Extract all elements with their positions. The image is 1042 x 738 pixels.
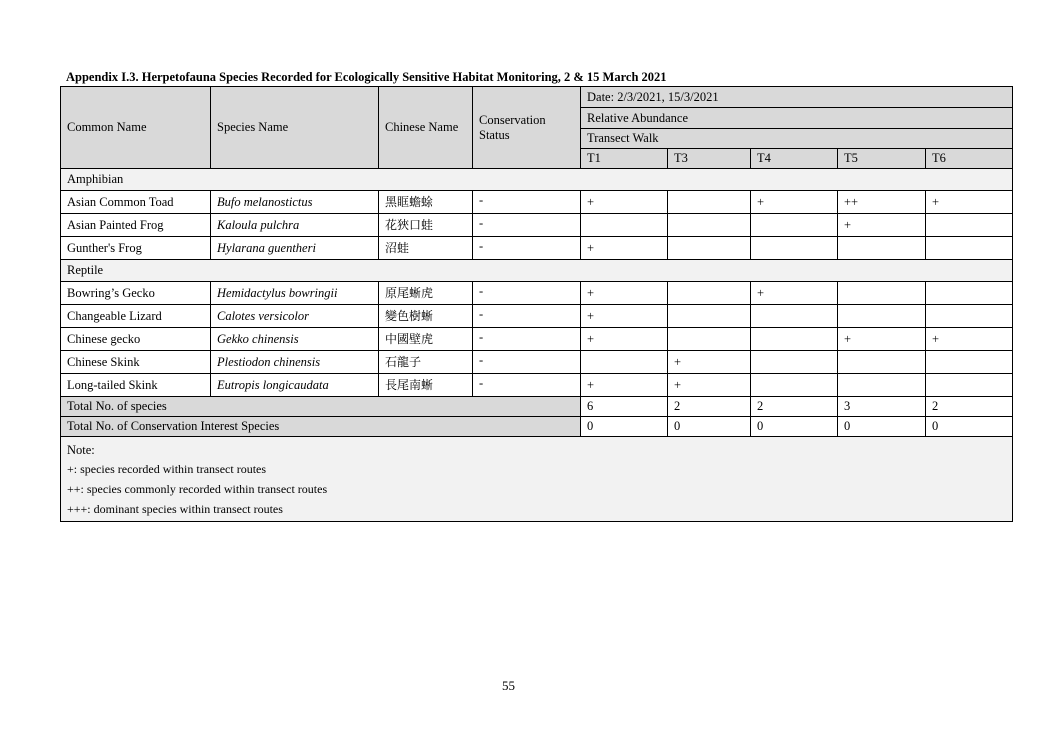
chinese-name-cell: 中國壁虎 — [379, 328, 473, 351]
conservation-status-cell: - — [473, 237, 581, 260]
chinese-name-cell: 沼蛙 — [379, 237, 473, 260]
chinese-name-cell: 長尾南蜥 — [379, 374, 473, 397]
totals-value: 2 — [668, 397, 751, 417]
abundance-cell — [838, 351, 926, 374]
abundance-cell — [838, 237, 926, 260]
species-name-cell: Calotes versicolor — [211, 305, 379, 328]
abundance-cell — [668, 214, 751, 237]
abundance-cell: + — [838, 214, 926, 237]
totals-value: 2 — [751, 397, 838, 417]
chinese-name-cell: 石龍子 — [379, 351, 473, 374]
abundance-cell — [838, 305, 926, 328]
note-line: +++: dominant species within transect routes — [67, 502, 283, 516]
abundance-cell: + — [581, 191, 668, 214]
chinese-name-cell: 花狹口蛙 — [379, 214, 473, 237]
species-name-cell: Eutropis longicaudata — [211, 374, 379, 397]
species-name-cell: Bufo melanostictus — [211, 191, 379, 214]
conservation-status-cell: - — [473, 214, 581, 237]
abundance-cell — [926, 374, 1013, 397]
herpetofauna-table — [60, 86, 1013, 522]
table-row — [61, 191, 1013, 214]
abundance-cell — [838, 282, 926, 305]
header-transect-t4: T4 — [751, 149, 838, 169]
header-transect-t3: T3 — [668, 149, 751, 169]
abundance-cell — [668, 237, 751, 260]
table-row — [61, 282, 1013, 305]
conservation-status-cell: - — [473, 351, 581, 374]
totals-value: 0 — [838, 417, 926, 437]
abundance-cell — [751, 374, 838, 397]
table-row — [61, 214, 1013, 237]
abundance-cell — [668, 305, 751, 328]
notes-cell — [61, 437, 1013, 522]
section-row — [61, 260, 1013, 282]
species-name-cell: Gekko chinensis — [211, 328, 379, 351]
abundance-cell: + — [926, 191, 1013, 214]
header-species-name: Species Name — [211, 87, 379, 169]
species-name-cell: Plestiodon chinensis — [211, 351, 379, 374]
abundance-cell — [926, 282, 1013, 305]
totals-value: 6 — [581, 397, 668, 417]
common-name-cell: Asian Common Toad — [61, 191, 211, 214]
abundance-cell: + — [751, 191, 838, 214]
totals-value: 0 — [926, 417, 1013, 437]
abundance-cell — [926, 214, 1013, 237]
chinese-name-cell: 原尾蜥虎 — [379, 282, 473, 305]
abundance-cell — [668, 191, 751, 214]
conservation-status-cell: - — [473, 191, 581, 214]
chinese-name-cell: 變色樹蜥 — [379, 305, 473, 328]
totals-value: 3 — [838, 397, 926, 417]
header-date: Date: 2/3/2021, 15/3/2021 — [581, 87, 1013, 108]
totals-value: 0 — [581, 417, 668, 437]
header-transect-t6: T6 — [926, 149, 1013, 169]
header-chinese-name: Chinese Name — [379, 87, 473, 169]
abundance-cell — [751, 305, 838, 328]
section-label: Reptile — [61, 260, 1013, 282]
abundance-cell: + — [751, 282, 838, 305]
abundance-cell — [581, 351, 668, 374]
species-name-cell: Hylarana guentheri — [211, 237, 379, 260]
abundance-cell — [926, 305, 1013, 328]
header-transect-t1: T1 — [581, 149, 668, 169]
header-relative-abundance: Relative Abundance — [581, 108, 1013, 129]
table-row — [61, 305, 1013, 328]
abundance-cell: + — [668, 374, 751, 397]
common-name-cell: Bowring’s Gecko — [61, 282, 211, 305]
header-conservation-status: Conservation Status — [473, 87, 581, 169]
common-name-cell: Chinese gecko — [61, 328, 211, 351]
abundance-cell — [926, 351, 1013, 374]
totals-value: 0 — [751, 417, 838, 437]
abundance-cell: + — [581, 282, 668, 305]
header-transect-walk: Transect Walk — [581, 129, 1013, 149]
conservation-status-cell: - — [473, 305, 581, 328]
conservation-status-cell: - — [473, 374, 581, 397]
abundance-cell: + — [581, 328, 668, 351]
totals-row — [61, 417, 1013, 437]
common-name-cell: Changeable Lizard — [61, 305, 211, 328]
table-title: Appendix I.3. Herpetofauna Species Recorded for Ecologically Sensitive Habitat Monitoring, 2 & 15 March 2021 — [66, 70, 667, 84]
abundance-cell — [751, 214, 838, 237]
totals-value: 2 — [926, 397, 1013, 417]
abundance-cell: + — [838, 328, 926, 351]
table-row — [61, 237, 1013, 260]
abundance-cell: + — [581, 237, 668, 260]
common-name-cell: Asian Painted Frog — [61, 214, 211, 237]
abundance-cell — [751, 237, 838, 260]
page-number: 55 — [502, 678, 515, 693]
abundance-cell — [668, 282, 751, 305]
totals-label: Total No. of Conservation Interest Species — [61, 417, 581, 437]
abundance-cell: + — [581, 305, 668, 328]
abundance-cell — [838, 374, 926, 397]
abundance-cell: ++ — [838, 191, 926, 214]
species-name-cell: Kaloula pulchra — [211, 214, 379, 237]
totals-value: 0 — [668, 417, 751, 437]
abundance-cell — [668, 328, 751, 351]
table-row — [61, 328, 1013, 351]
notes-heading: Note: — [67, 443, 95, 457]
abundance-cell — [581, 214, 668, 237]
abundance-cell — [751, 328, 838, 351]
notes-row — [61, 437, 1013, 522]
table-row — [61, 351, 1013, 374]
section-row — [61, 169, 1013, 191]
note-line: +: species recorded within transect routes — [67, 462, 267, 476]
note-line: ++: species commonly recorded within transect routes — [67, 482, 328, 496]
header-common-name: Common Name — [61, 87, 211, 169]
common-name-cell: Chinese Skink — [61, 351, 211, 374]
conservation-status-cell: - — [473, 282, 581, 305]
abundance-cell: + — [581, 374, 668, 397]
common-name-cell: Gunther's Frog — [61, 237, 211, 260]
header-transect-t5: T5 — [838, 149, 926, 169]
abundance-cell: + — [926, 328, 1013, 351]
table-row — [61, 374, 1013, 397]
abundance-cell: + — [668, 351, 751, 374]
section-label: Amphibian — [61, 169, 1013, 191]
conservation-status-cell: - — [473, 328, 581, 351]
species-name-cell: Hemidactylus bowringii — [211, 282, 379, 305]
chinese-name-cell: 黑眶蟾蜍 — [379, 191, 473, 214]
totals-label: Total No. of species — [61, 397, 581, 417]
totals-row — [61, 397, 1013, 417]
abundance-cell — [751, 351, 838, 374]
common-name-cell: Long-tailed Skink — [61, 374, 211, 397]
abundance-cell — [926, 237, 1013, 260]
